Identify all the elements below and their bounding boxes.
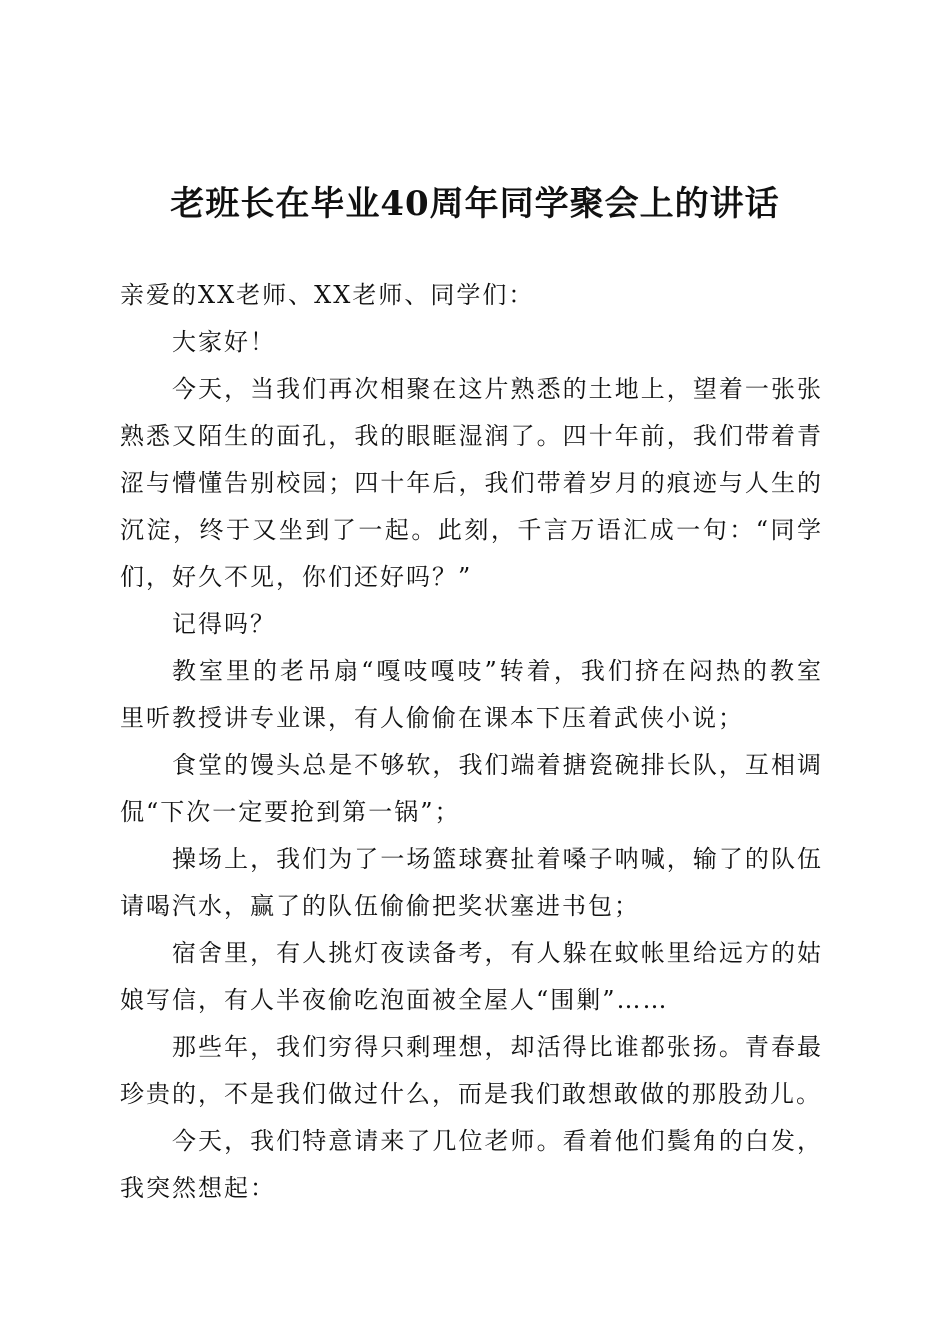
paragraph-reunion: 今天，当我们再次相聚在这片熟悉的土地上，望着一张张熟悉又陌生的面孔，我的眼眶湿润了。四十年前，我们带着青涩与懵懂告别校园；四十年后，我们带着岁月的痕迹与人生的沉淀，终于又坐到了一起。此刻，千言万语汇成一句：“同学们，好久不见，你们还好吗？” <box>120 375 823 591</box>
paragraph-youth: 那些年，我们穷得只剩理想，却活得比谁都张扬。青春最珍贵的，不是我们做过什么，而是我们敢想敢做的那股劲儿。 <box>120 1033 823 1108</box>
paragraph-dormitory: 宿舍里，有人挑灯夜读备考，有人躲在蚊帐里给远方的姑娘写信，有人半夜偷吃泡面被全屋人“围剿”…… <box>120 939 823 1014</box>
salutation: 亲爱的XX老师、XX老师、同学们： <box>120 281 535 309</box>
paragraph-classroom: 教室里的老吊扇“嘎吱嘎吱”转着，我们挤在闷热的教室里听教授讲专业课，有人偷偷在课本下压着武侠小说； <box>120 657 823 732</box>
paragraph-teachers: 今天，我们特意请来了几位老师。看着他们鬓角的白发，我突然想起： <box>120 1127 823 1202</box>
paragraph-playground: 操场上，我们为了一场篮球赛扯着嗓子呐喊，输了的队伍请喝汽水，赢了的队伍偷偷把奖状塞进书包； <box>120 845 823 920</box>
document-title: 老班长在毕业40周年同学聚会上的讲话 <box>170 184 780 224</box>
paragraph-canteen: 食堂的馒头总是不够软，我们端着搪瓷碗排长队，互相调侃“下次一定要抢到第一锅”； <box>120 751 823 826</box>
paragraph-remember: 记得吗？ <box>172 610 276 638</box>
paragraph-greeting: 大家好！ <box>172 328 276 356</box>
document-body <box>120 272 823 1212</box>
